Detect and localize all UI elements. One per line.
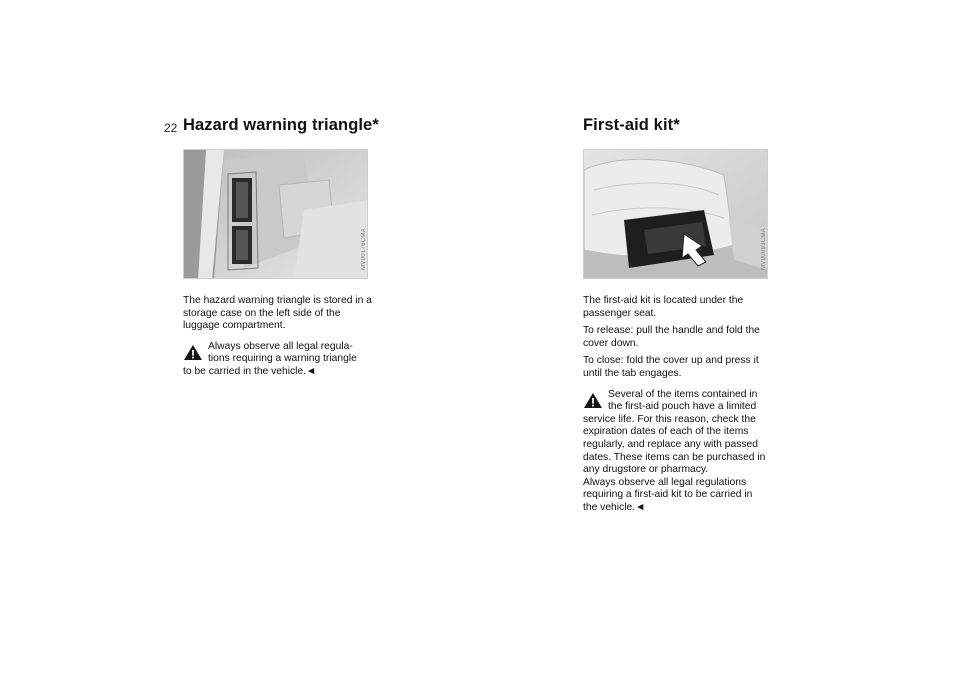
first-aid-release-text: To release: pull the handle and fold the cover down. [583, 325, 760, 349]
warning-line: the vehicle.◄ [583, 501, 646, 513]
warning-line: expiration dates of each of the items [583, 426, 749, 438]
warning-line: Several of the items contained in [608, 388, 758, 400]
warning-icon [583, 392, 603, 409]
page-number: 22 [164, 121, 178, 135]
warning-line: regularly, and replace any with passed [583, 438, 758, 450]
first-aid-location-text: The first-aid kit is located under the passenger seat. [583, 295, 744, 319]
warning-line: the first-aid pouch have a limited [608, 401, 757, 413]
passenger-seat-illustration [584, 150, 768, 279]
warning-line: Always observe all legal regulations [583, 476, 747, 488]
first-aid-photo [583, 149, 768, 279]
warning-line: to be carried in the vehicle.◄ [183, 365, 317, 377]
first-aid-warning [583, 389, 779, 515]
hazard-triangle-heading: Hazard warning triangle* [183, 116, 379, 134]
hazard-triangle-photo [183, 149, 368, 279]
first-aid-heading: First-aid kit* [583, 116, 680, 134]
warning-line: tions requiring a warning triangle [208, 353, 357, 365]
warning-line: requiring a first-aid kit to be carried in [583, 489, 753, 501]
first-aid-section [583, 116, 779, 515]
warning-line: Always observe all legal regula- [208, 340, 353, 352]
hazard-triangle-text: The hazard warning triangle is stored in a storage case on the left side of the luggage compartment. [183, 295, 372, 332]
first-aid-close-text: To close: fold the cover up and press it until the tab engages. [583, 355, 759, 379]
warning-icon [183, 344, 203, 361]
luggage-compartment-illustration [184, 150, 368, 279]
hazard-triangle-section [183, 116, 379, 379]
warning-line: dates. These items can be purchased in [583, 451, 766, 463]
image-code: MV00093CMA [761, 228, 767, 271]
hazard-triangle-warning [183, 341, 379, 379]
warning-line: service life. For this reason, check the [583, 413, 756, 425]
image-code: MV00176CMA [361, 228, 367, 271]
warning-line: any drugstore or pharmacy. [583, 464, 709, 476]
